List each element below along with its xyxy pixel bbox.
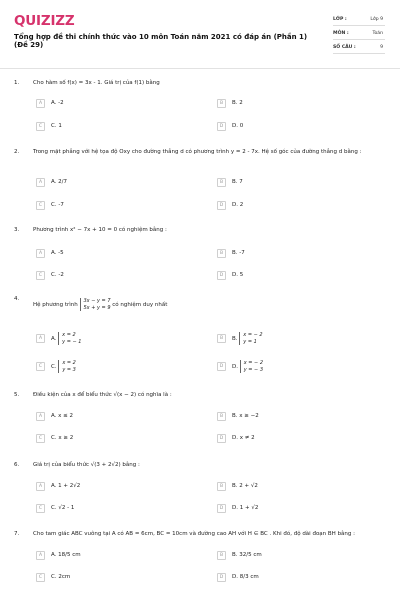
question-number: 6. bbox=[14, 462, 20, 468]
page-title: Tổng hợp đề thi chính thức vào 10 môn Toán năm 2021 có đáp án (Phần 1) (Đề 29) bbox=[14, 33, 308, 49]
question-text: Cho hàm số f(x) = 3x - 1. Giá trị của f(1) bằng bbox=[33, 80, 160, 86]
meta-value: Toán bbox=[372, 31, 383, 36]
equation-system bbox=[58, 332, 81, 345]
meta-row-subject bbox=[333, 28, 385, 40]
option-letter: B bbox=[217, 334, 226, 343]
question-text: Giá trị của biểu thức √(3 + 2√2) bằng : bbox=[33, 462, 140, 468]
equation-system bbox=[239, 332, 262, 345]
option-text: D. 1 + √2 bbox=[232, 505, 259, 511]
option-label: A. bbox=[51, 336, 57, 342]
question-text-before: Hệ phương trình bbox=[33, 302, 78, 308]
equation-line: y = − 3 bbox=[243, 366, 264, 373]
question-number: 3. bbox=[14, 227, 20, 233]
equation-line: 3x − y = 7 bbox=[83, 298, 111, 304]
option-letter: A bbox=[36, 99, 45, 108]
question-number: 4. bbox=[14, 296, 20, 302]
option-letter: C bbox=[36, 201, 45, 210]
equation-system bbox=[80, 298, 111, 311]
option-letter: D bbox=[217, 504, 226, 513]
option-letter: B bbox=[217, 551, 226, 560]
option-letter: D bbox=[217, 122, 226, 131]
option-text: C. -2 bbox=[51, 272, 64, 278]
meta-label: LỚP : bbox=[333, 17, 347, 22]
option-text: D. 0 bbox=[232, 123, 244, 129]
option-letter: B bbox=[217, 178, 226, 187]
equation-system bbox=[58, 360, 76, 373]
option-text bbox=[51, 332, 81, 345]
question-number: 7. bbox=[14, 531, 20, 537]
option-letter: B bbox=[217, 249, 226, 258]
option-letter: C bbox=[36, 434, 45, 443]
option-text: C. 1 bbox=[51, 123, 62, 129]
option-letter: A bbox=[36, 412, 45, 421]
option-text: A. -2 bbox=[51, 100, 64, 106]
equation-system bbox=[240, 360, 263, 373]
equation-line: y = 3 bbox=[62, 366, 76, 373]
option-text bbox=[232, 360, 263, 373]
option-letter: B bbox=[217, 412, 226, 421]
option-text: A. 18/5 cm bbox=[51, 552, 81, 558]
option-letter: C bbox=[36, 573, 45, 582]
option-text: D. x ≠ 2 bbox=[232, 435, 255, 441]
question-number: 2. bbox=[14, 149, 20, 155]
question-number: 1. bbox=[14, 80, 20, 86]
option-text: B. 7 bbox=[232, 179, 243, 185]
meta-value: Lớp 9 bbox=[370, 17, 383, 22]
option-text: A. -5 bbox=[51, 250, 64, 256]
question-text: Điều kiện của x để biểu thức √(x − 2) có nghĩa là : bbox=[33, 392, 172, 398]
option-text: A. 1 + 2√2 bbox=[51, 483, 81, 489]
option-label: D. bbox=[232, 364, 238, 370]
option-letter: A bbox=[36, 334, 45, 343]
option-letter: D bbox=[217, 271, 226, 280]
equation-line: x = − 2 bbox=[243, 332, 263, 338]
equation-line: 5x + y = 9 bbox=[83, 304, 111, 311]
option-text: C. 2cm bbox=[51, 574, 71, 580]
option-letter: C bbox=[36, 271, 45, 280]
option-letter: A bbox=[36, 178, 45, 187]
equation-line: x = 2 bbox=[62, 332, 76, 338]
option-text: A. 2/7 bbox=[51, 179, 68, 185]
meta-label: SỐ CÂU : bbox=[333, 45, 356, 50]
option-letter: A bbox=[36, 249, 45, 258]
option-text bbox=[232, 332, 263, 345]
option-letter: A bbox=[36, 482, 45, 491]
equation-line: y = − 1 bbox=[62, 338, 82, 345]
option-letter: C bbox=[36, 362, 45, 371]
option-text: A. x ≤ 2 bbox=[51, 413, 74, 419]
option-text bbox=[51, 360, 76, 373]
option-text: D. 8/3 cm bbox=[232, 574, 259, 580]
option-text: B. 32/5 cm bbox=[232, 552, 262, 558]
meta-row-count bbox=[333, 42, 385, 54]
option-letter: C bbox=[36, 504, 45, 513]
option-label: B. bbox=[232, 336, 238, 342]
question-text: Trong mặt phẳng với hệ tọa độ Oxy cho đường thẳng d có phương trình y = 2 - 7x. Hệ số góc của đường thẳng d bằng : bbox=[33, 149, 362, 155]
option-letter: A bbox=[36, 551, 45, 560]
equation-line: x = − 2 bbox=[243, 360, 264, 366]
meta-row-class bbox=[333, 14, 385, 26]
option-text: D. 5 bbox=[232, 272, 244, 278]
option-text: B. -7 bbox=[232, 250, 245, 256]
equation-line: y = 1 bbox=[243, 338, 257, 345]
question-text: Phương trình x² − 7x + 10 = 0 có nghiệm bằng : bbox=[33, 227, 167, 233]
option-label: C. bbox=[51, 364, 57, 370]
question-number: 5. bbox=[14, 392, 20, 398]
option-letter: B bbox=[217, 99, 226, 108]
option-text: C. -7 bbox=[51, 202, 64, 208]
option-letter: D bbox=[217, 434, 226, 443]
option-letter: C bbox=[36, 122, 45, 131]
option-letter: D bbox=[217, 362, 226, 371]
option-text: B. 2 bbox=[232, 100, 243, 106]
question-text bbox=[33, 298, 167, 311]
question-text: Cho tam giác ABC vuông tại A có AB = 6cm, BC = 10cm và đường cao AH với H ∈ BC . Khi đó, độ dài đoạn BH bằng : bbox=[33, 531, 356, 537]
option-text: C. x ≥ 2 bbox=[51, 435, 74, 441]
meta-label: MÔN : bbox=[333, 31, 349, 36]
equation-line: x = 2 bbox=[62, 360, 76, 366]
option-letter: B bbox=[217, 482, 226, 491]
header-divider bbox=[0, 68, 400, 69]
option-letter: D bbox=[217, 201, 226, 210]
option-letter: D bbox=[217, 573, 226, 582]
question-text-after: có nghiệm duy nhất bbox=[112, 302, 168, 308]
quizizz-logo: QUIZIZZ bbox=[14, 13, 75, 29]
meta-value: 9 bbox=[380, 45, 383, 50]
option-text: C. √2 - 1 bbox=[51, 505, 75, 511]
option-text: B. x ≥ −2 bbox=[232, 413, 259, 419]
option-text: D. 2 bbox=[232, 202, 244, 208]
option-text: B. 2 + √2 bbox=[232, 483, 258, 489]
